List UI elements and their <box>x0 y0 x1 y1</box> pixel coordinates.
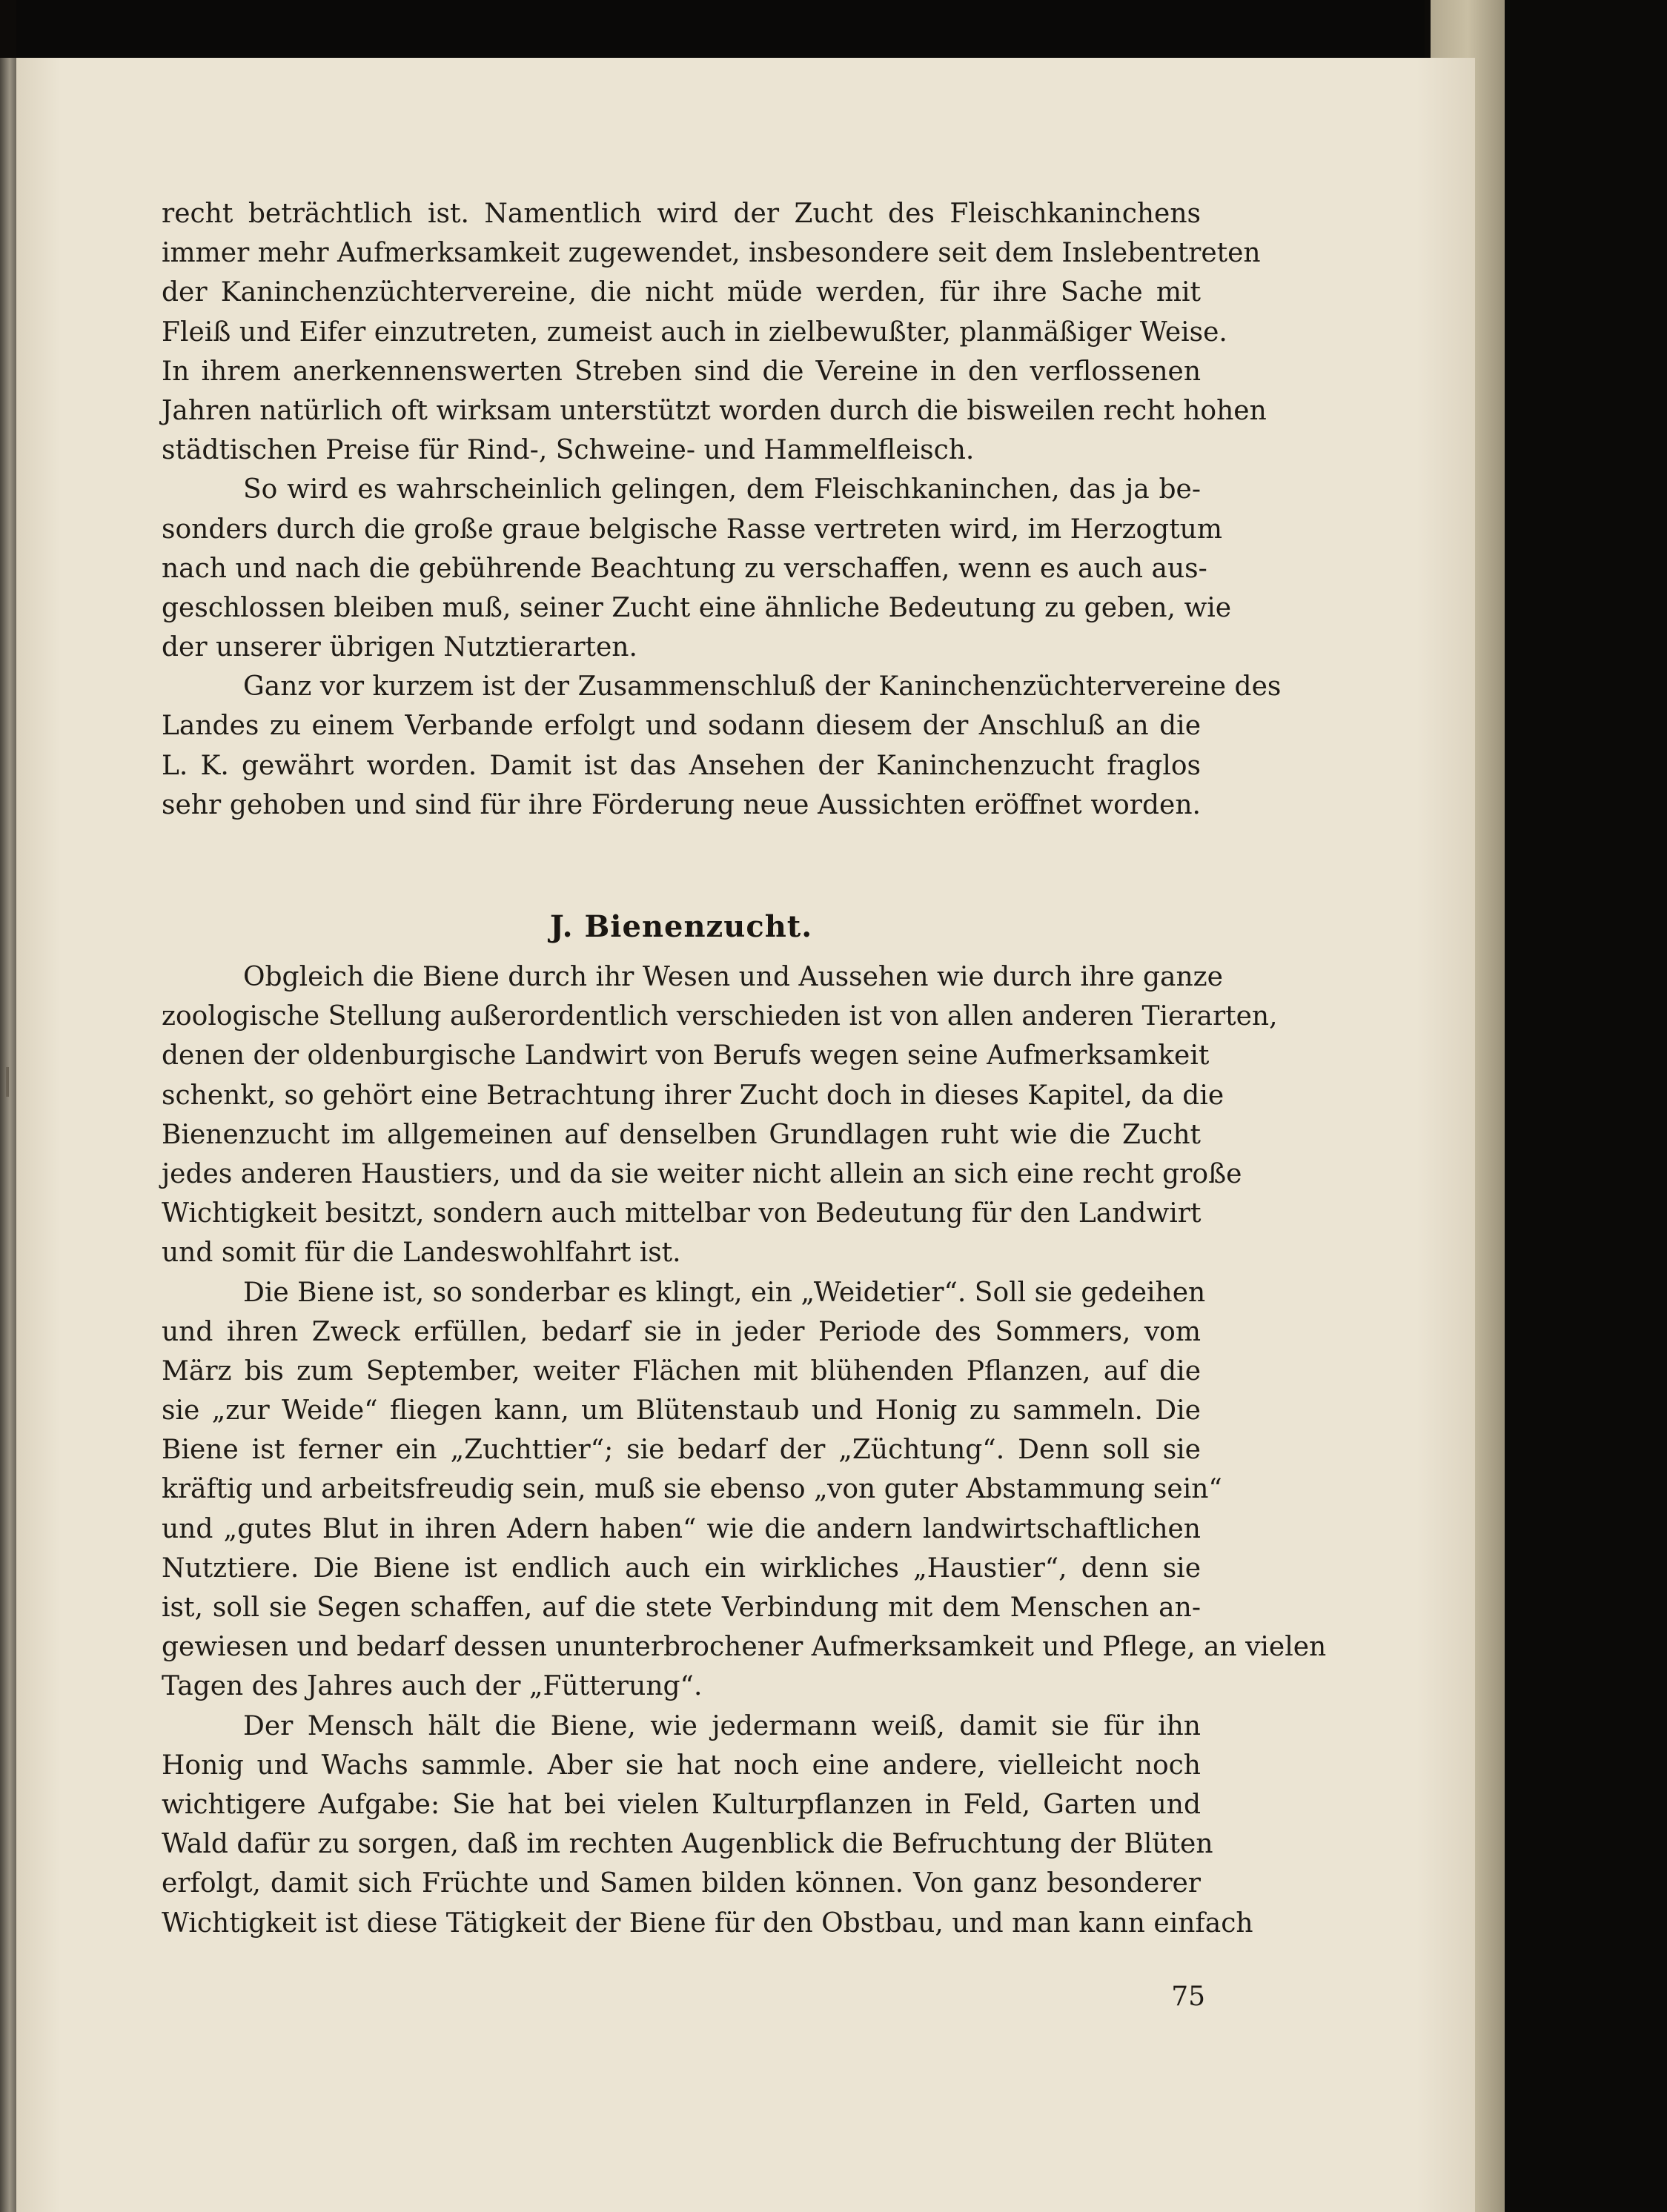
text-line: Wald dafür zu sorgen, daß im rechten Augenblick die Befruchtung der Blüten <box>162 1829 1213 1860</box>
text-block-beekeeping <box>162 957 1327 1943</box>
text-line: In ihrem anerkennenswerten Streben sind die Vereine in den verflossenen <box>162 356 1201 387</box>
text-line: gewiesen und bedarf dessen ununterbrochener Aufmerksamkeit und Pflege, an vielen <box>162 1632 1327 1663</box>
text-line: Jahren natürlich oft wirksam unterstützt worden durch die bisweilen recht hohen <box>162 395 1267 426</box>
text-line: denen der oldenburgische Landwirt von Berufs wegen seine Aufmerksamkeit <box>162 1040 1210 1072</box>
text-line: Obgleich die Biene durch ihr Wesen und Aussehen wie durch ihre ganze <box>243 962 1223 992</box>
text-line: sehr gehoben und sind für ihre Förderung neue Aussichten eröffnet worden. <box>162 789 1201 820</box>
text-line: L. K. gewährt worden. Damit ist das Ansehen der Kaninchenzucht fraglos <box>162 750 1201 781</box>
text-line: ist, soll sie Segen schaffen, auf die stete Verbindung mit dem Menschen an- <box>162 1592 1201 1623</box>
text-line: und „gutes Blut in ihren Adern haben“ wie die andern landwirtschaftlichen <box>162 1513 1201 1544</box>
section-heading: J. Bienenzucht. <box>549 909 813 944</box>
text-line: geschlossen bleiben muß, seiner Zucht eine ähnliche Bedeutung zu geben, wie <box>162 592 1232 623</box>
text-line: schenkt, so gehört eine Betrachtung ihrer Zucht doch in dieses Kapitel, da die <box>162 1080 1224 1111</box>
top-shadow <box>16 0 1425 59</box>
left-page-edge <box>0 58 16 2212</box>
text-line: Fleiß und Eifer einzutreten, zumeist auch in zielbewußter, planmäßiger Weise. <box>162 316 1227 348</box>
text-line: der Kaninchenzüchtervereine, die nicht müde werden, für ihre Sache mit <box>162 277 1201 308</box>
text-line: Landes zu einem Verbande erfolgt und sodann diesem der Anschluß an die <box>162 711 1201 742</box>
text-line: recht beträchtlich ist. Namentlich wird der Zucht des Fleischkaninchens <box>162 199 1201 229</box>
text-line: Tagen des Jahres auch der „Fütterung“. <box>162 1671 703 1702</box>
cover-shadow <box>1505 0 1667 2212</box>
text-line: wichtigere Aufgabe: Sie hat bei vielen Kulturpflanzen in Feld, Garten und <box>162 1789 1201 1820</box>
text-line: sie „zur Weide“ fliegen kann, um Blütenstaub und Honig zu sammeln. Die <box>162 1395 1201 1426</box>
text-line: Honig und Wachs sammle. Aber sie hat noch eine andere, vielleicht noch <box>162 1750 1201 1781</box>
text-line: Der Mensch hält die Biene, wie jedermann weiß, damit sie für ihn <box>243 1710 1201 1741</box>
margin-mark <box>6 1067 9 1097</box>
text-line: So wird es wahrscheinlich gelingen, dem Fleischkaninchen, das ja be- <box>243 474 1201 505</box>
text-line: Biene ist ferner ein „Zuchttier“; sie bedarf der „Züchtung“. Denn soll sie <box>162 1435 1201 1466</box>
text-line: Wichtigkeit ist diese Tätigkeit der Biene für den Obstbau, und man kann einfach <box>162 1907 1253 1939</box>
text-block-rabbit-breeding <box>162 194 1282 825</box>
text-line: März bis zum September, weiter Flächen mit blühenden Pflanzen, auf die <box>162 1355 1201 1386</box>
text-line: und ihren Zweck erfüllen, bedarf sie in jeder Periode des Sommers, vom <box>162 1316 1201 1347</box>
text-line: zoologische Stellung außerordentlich verschieden ist von allen anderen Tierarten, <box>162 1001 1278 1032</box>
text-line: Bienenzucht im allgemeinen auf denselben Grundlagen ruht wie die Zucht <box>162 1119 1201 1150</box>
text-line: Ganz vor kurzem ist der Zusammenschluß der Kaninchenzüchtervereine des <box>243 671 1282 703</box>
text-line: städtischen Preise für Rind-, Schweine- und Hammelfleisch. <box>162 435 975 466</box>
text-line: nach und nach die gebührende Beachtung zu verschaffen, wenn es auch aus- <box>162 553 1207 584</box>
text-line: Wichtigkeit besitzt, sondern auch mittelbar von Bedeutung für den Landwirt <box>162 1198 1202 1229</box>
text-line: kräftig und arbeitsfreudig sein, muß sie ebenso „von guter Abstammung sein“ <box>162 1474 1222 1505</box>
text-line: jedes anderen Haustiers, und da sie weiter nicht allein an sich eine recht große <box>162 1158 1242 1189</box>
text-line: sonders durch die große graue belgische Rasse vertreten wird, im Herzogtum <box>162 514 1222 545</box>
text-line: der unserer übrigen Nutztierarten. <box>162 632 637 663</box>
text-line: und somit für die Landeswohlfahrt ist. <box>162 1238 681 1269</box>
text-line: Die Biene ist, so sonderbar es klingt, ein „Weidetier“. Soll sie gedeihen <box>243 1277 1206 1308</box>
text-line: immer mehr Aufmerksamkeit zugewendet, insbesondere seit dem Inslebentreten <box>162 238 1261 269</box>
text-line: Nutztiere. Die Biene ist endlich auch ein wirkliches „Haustier“, denn sie <box>162 1552 1201 1584</box>
page-number: 75 <box>1171 1982 1205 2012</box>
text-line: erfolgt, damit sich Früchte und Samen bilden können. Von ganz besonderer <box>162 1868 1201 1899</box>
